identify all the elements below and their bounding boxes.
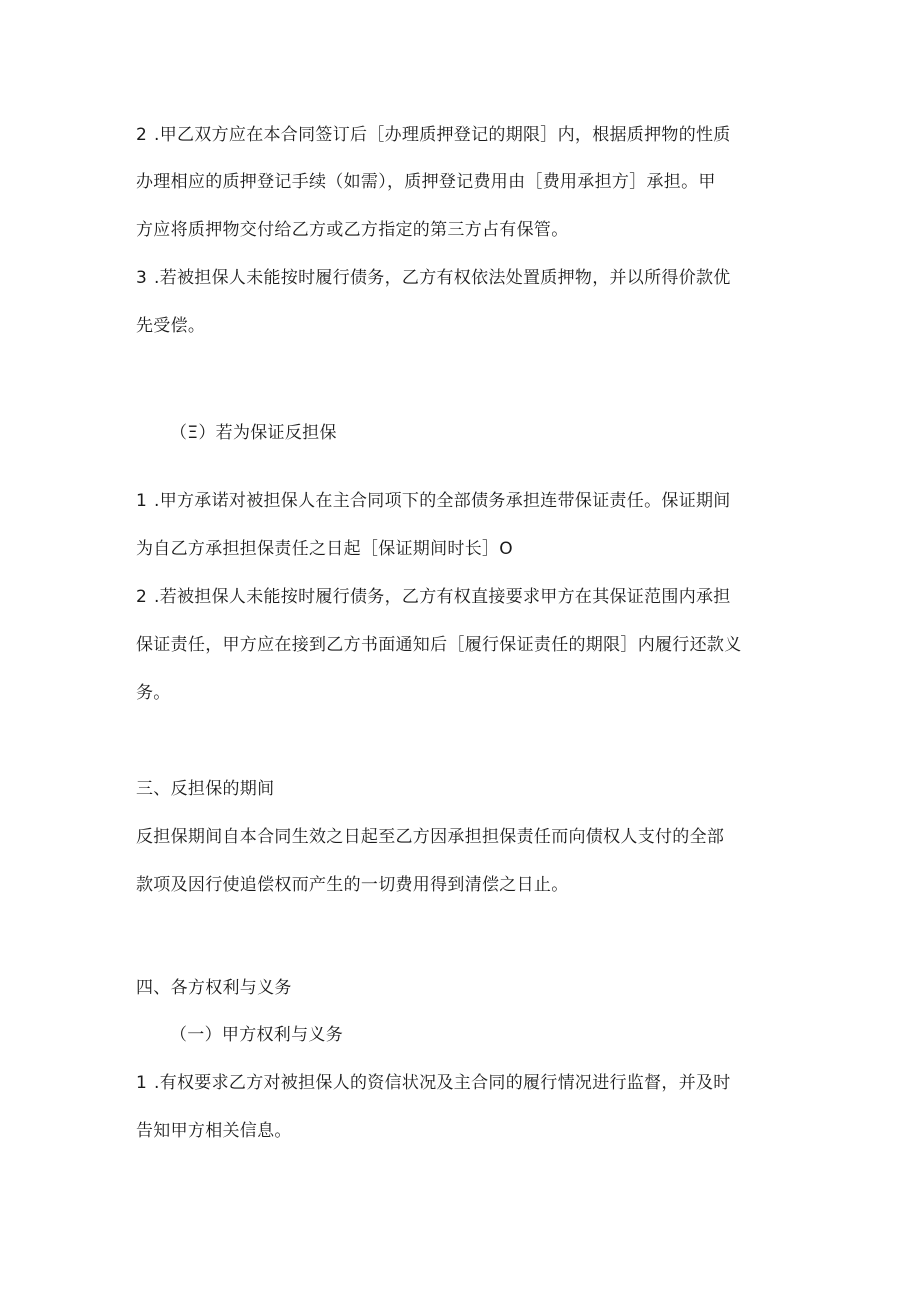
item-number: 2	[136, 587, 148, 607]
paragraph-line: 方应将质押物交付给乙方或乙方指定的第三方占有保管。	[136, 220, 569, 240]
item-number: 1	[136, 1073, 148, 1093]
item-number: 1	[136, 491, 148, 511]
subsection-heading: （一）甲方权利与义务	[170, 1025, 343, 1045]
paragraph-line: 保证责任，甲方应在接到乙方书面通知后［履行保证责任的期限］内履行还款义	[136, 635, 742, 655]
item-number: 2	[136, 125, 148, 145]
paragraph-line	[136, 585, 796, 609]
item-text: .甲方承诺对被担保人在主合同项下的全部债务承担连带保证责任。保证期间	[154, 491, 731, 511]
paragraph-line: 为自乙方承担担保责任之日起［保证期间时长］O	[136, 539, 513, 559]
paragraph-line: 务。	[136, 683, 171, 703]
paragraph-line: 先受偿。	[136, 316, 206, 336]
paragraph-line: 告知甲方相关信息。	[136, 1121, 292, 1141]
section-heading: 三、反担保的期间	[136, 779, 275, 799]
paragraph-line	[136, 123, 796, 147]
item-text: .有权要求乙方对被担保人的资信状况及主合同的履行情况进行监督，并及时	[154, 1073, 731, 1093]
paragraph-line	[136, 266, 796, 290]
section-heading: 四、各方权利与义务	[136, 978, 292, 998]
paragraph-line: 款项及因行使追偿权而产生的一切费用得到清偿之日止。	[136, 875, 569, 895]
subsection-heading: （Ξ）若为保证反担保	[170, 423, 337, 443]
paragraph-line	[136, 1071, 796, 1095]
item-text: .若被担保人未能按时履行债务，乙方有权直接要求甲方在其保证范围内承担	[154, 587, 731, 607]
paragraph-line: 办理相应的质押登记手续（如需），质押登记费用由［费用承担方］承担。甲	[136, 172, 716, 192]
item-number: 3	[136, 268, 148, 288]
item-text: .甲乙双方应在本合同签订后［办理质押登记的期限］内，根据质押物的性质	[154, 125, 731, 145]
item-text: .若被担保人未能按时履行债务，乙方有权依法处置质押物，并以所得价款优	[154, 268, 731, 288]
paragraph-line: 反担保期间自本合同生效之日起至乙方因承担担保责任而向债权人支付的全部	[136, 827, 725, 847]
paragraph-line	[136, 489, 796, 513]
